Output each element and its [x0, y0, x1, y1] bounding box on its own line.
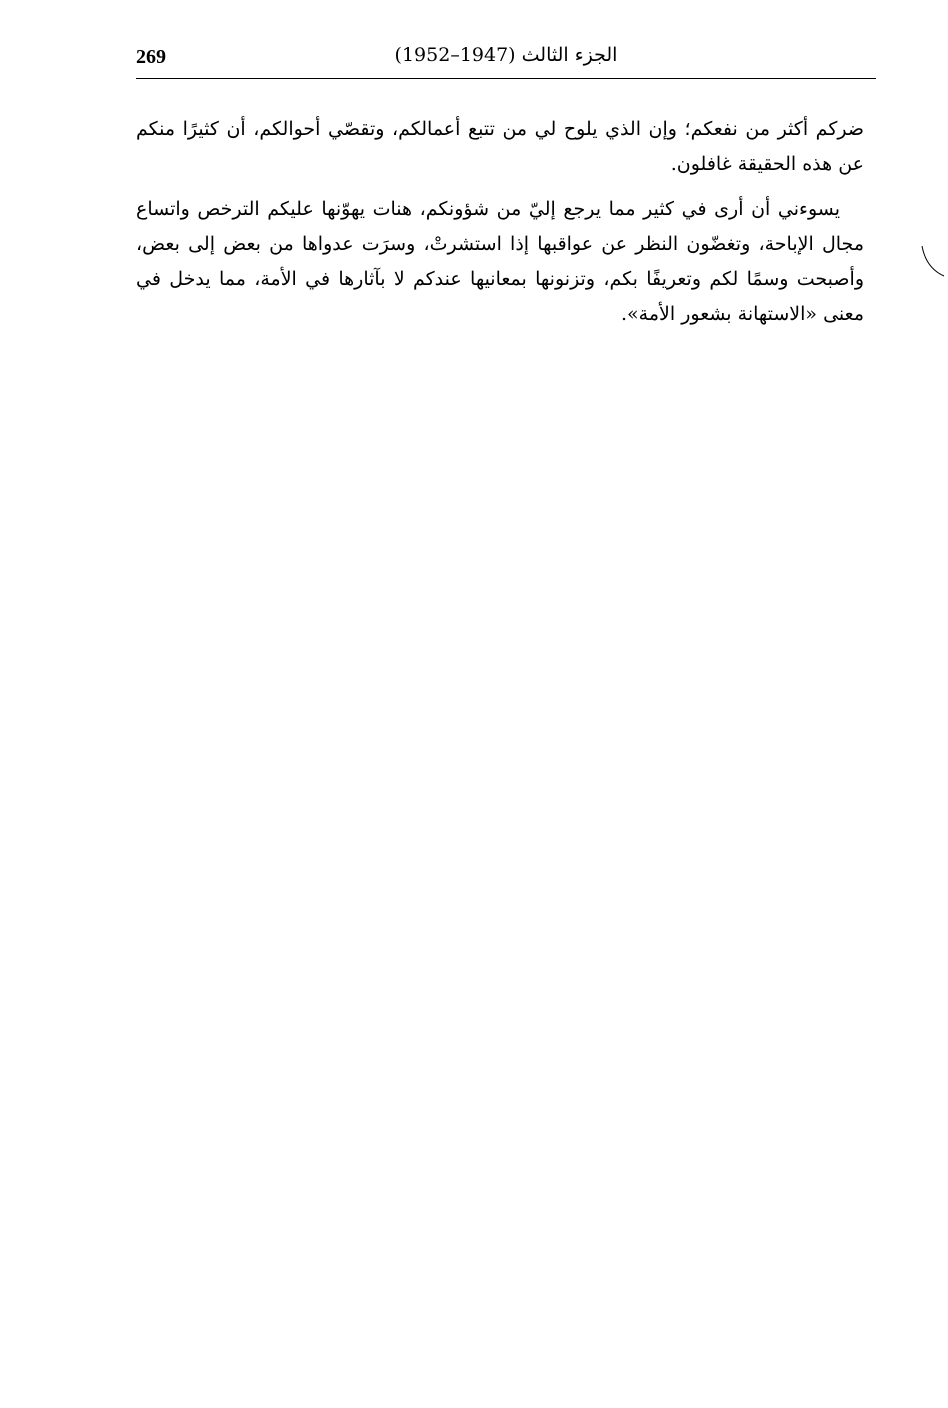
page-header [136, 40, 876, 78]
paragraph-continued: ضركم أكثر من نفعكم؛ وإن الذي يلوح لي من تتبع أعمالكم، وتقصّي أحوالكم، أن كثيرًا منكم عن هذه الحقيقة غافلون. [136, 118, 864, 175]
margin-mark [918, 240, 946, 280]
paragraph: يسوءني أن أرى في كثير مما يرجع إليّ من شؤونكم، هنات يهوّنها عليكم الترخص واتساع مجال الإباحة، وتغضّون النظر عن عواقبها إذا استشرتْ، وسرَت عدواها من بعض إلى بعض، وأصبحت وسمًا لكم وتعريفًا بكم، وتزنونها بمعانيها عندكم لا بآثارها في الأمة، مما يدخل في معنى «الاستهانة بشعور الأمة». [136, 198, 864, 325]
header-rule [136, 78, 876, 79]
body-text [136, 112, 864, 342]
page-number: 269 [136, 46, 166, 68]
running-title: الجزء الثالث (1947–1952) [394, 44, 618, 66]
